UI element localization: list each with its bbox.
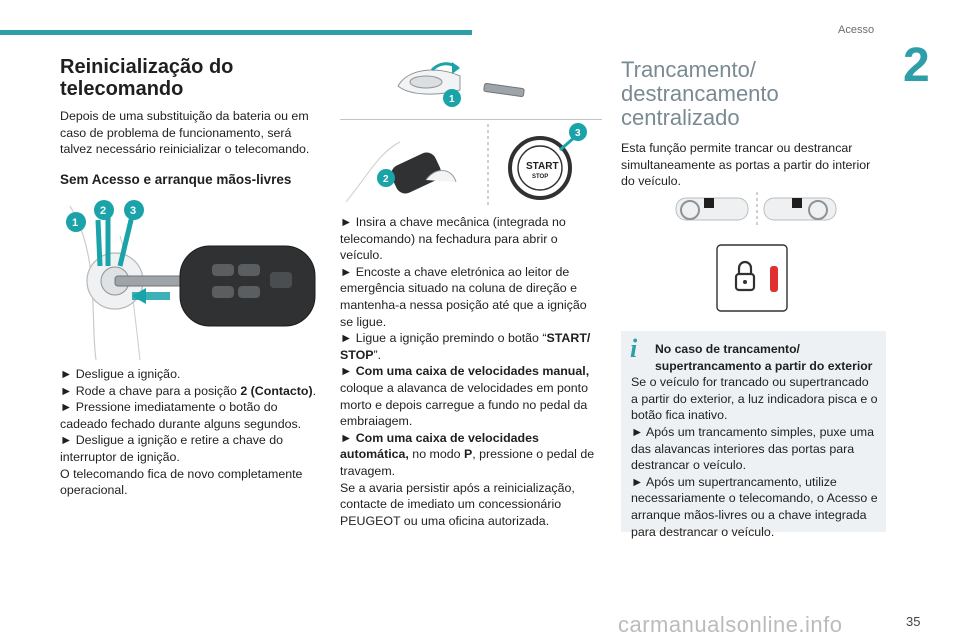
- remote-reset-title: Reinicialização do telecomando: [60, 56, 234, 100]
- central-locking-section: [621, 58, 886, 190]
- no-keyless-subtitle: Sem Acesso e arranque mãos-livres: [60, 171, 292, 187]
- remote-reset-steps: [60, 366, 322, 499]
- mechanical-key-figure: [388, 56, 534, 110]
- exterior-lock-info-box: [621, 331, 886, 539]
- info-box-p1: Se o veículo for trancado ou supertrancado a partir do exterior, a luz indicadora pisca e o botão fica inativo.: [631, 375, 878, 423]
- watermark: carmanualsonline.info: [618, 612, 843, 637]
- central-locking-title-2: destrancamento: [621, 81, 779, 106]
- manual-gearbox-step: ► Com uma caixa de velocidades manual, coloque a alavanca de velocidades em ponto morto e depois carregue a fundo no pedal da embraiagem.: [340, 364, 590, 429]
- stop-label: STOP: [532, 174, 549, 180]
- central-locking-title-3: centralizado: [621, 105, 740, 130]
- central-lock-button: [716, 244, 788, 312]
- header-accent-bar: [0, 30, 472, 35]
- fig1-label-2: 2: [100, 205, 107, 217]
- insert-key-step: ► Insira a chave mecânica (integrada no telecomando) na fechadura para abrir o veículo.: [340, 215, 566, 263]
- step-press-lock: ► Pressione imediatamente o botão do cadeado fechado durante alguns segundos.: [60, 400, 302, 431]
- info-icon: i: [630, 334, 638, 363]
- start-label: START: [526, 161, 559, 172]
- remote-reset-intro: Depois de uma substituição da bateria ou em caso de problema de funcionamento, será talvez necessário reinicializar o telecomando.: [60, 109, 310, 157]
- contact-dealer-note: Se a avaria persistir após a reinicialização, contacte de imediato um concessionário PEUGEOT ou uma oficina autorizada.: [340, 480, 575, 528]
- automatic-gearbox-step: ► Com uma caixa de velocidades automática, no modo P, pressione o pedal de travagem.: [340, 430, 595, 478]
- fig3-label-3: 3: [575, 128, 581, 139]
- emergency-start-text: [340, 214, 602, 529]
- start-stop-figure: [340, 122, 602, 210]
- step-ignition-off: ► Desligue a ignição.: [60, 367, 181, 381]
- chapter-number: 2: [903, 39, 930, 92]
- fig3-label-2: 2: [383, 174, 389, 185]
- central-locking-title-1: Trancamento/: [621, 57, 756, 82]
- fig1-label-1: 1: [72, 217, 79, 229]
- info-box-p3: ► Após um supertrancamento, utilize necessariamente o telecomando, o Acesso e arranque mãos-livres ou a chave integrada para destrancar o veículo.: [631, 474, 878, 539]
- section-title: Acesso: [838, 24, 875, 36]
- info-box-title: No caso de trancamento/ supertrancamento a partir do exterior: [655, 342, 873, 373]
- fig2-label-1: 1: [449, 94, 455, 105]
- start-stop-step: ► Ligue a ignição premindo o botão “START/ STOP”.: [340, 331, 591, 362]
- page-number: 35: [906, 614, 921, 629]
- step-remove-key: ► Desligue a ignição e retire a chave do interruptor de ignição.: [60, 433, 284, 464]
- info-box-p2: ► Após um trancamento simples, puxe uma das alavancas interiores das portas para destrancar o veículo.: [631, 424, 874, 473]
- emergency-reader-step: ► Encoste a chave eletrónica ao leitor de emergência situado na coluna de direção e mantenha-a nessa posição até que a ignição se ligue.: [340, 264, 587, 329]
- column-remote-reset: [60, 56, 320, 188]
- figure-divider: [340, 119, 602, 120]
- step-operational: O telecomando fica de novo completamente operacional.: [60, 466, 303, 498]
- step-turn-key: ► Rode a chave para a posição 2 (Contacto).: [60, 383, 317, 398]
- key-ignition-figure: [60, 196, 322, 360]
- central-locking-intro: Esta função permite trancar ou destrancar simultaneamente as portas a partir do interior do veículo.: [621, 141, 871, 189]
- fig1-label-3: 3: [130, 205, 137, 217]
- dashboard-steering-figure: [672, 190, 842, 230]
